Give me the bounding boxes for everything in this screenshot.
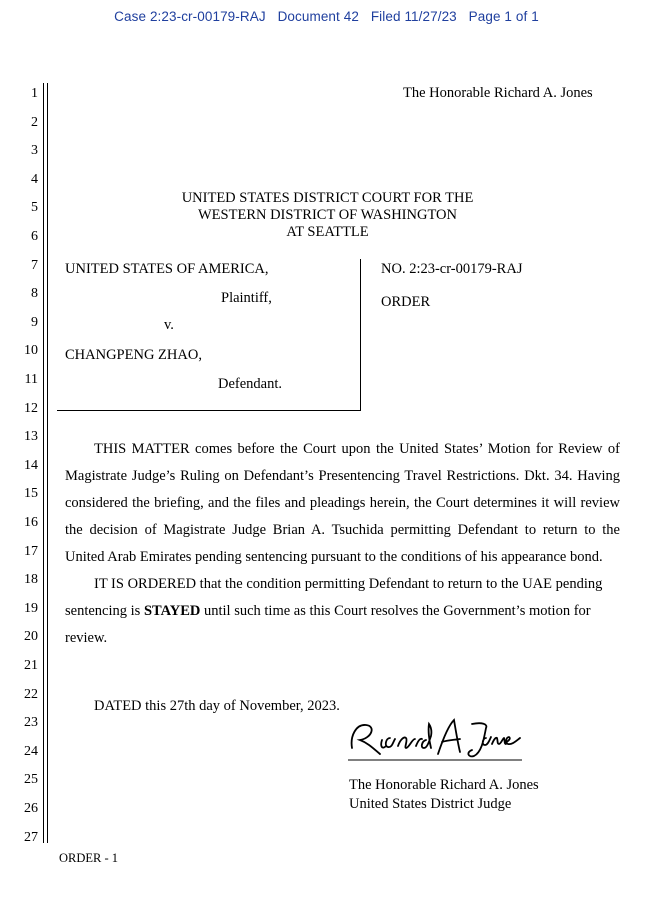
line-number: 7 [31, 257, 38, 273]
line-number: 4 [31, 171, 38, 187]
line-number: 27 [24, 829, 38, 845]
header-document: Document 42 [277, 9, 359, 24]
line-number: 3 [31, 143, 38, 159]
signature-block [349, 776, 539, 814]
document-title: ORDER [381, 294, 431, 310]
judge-header: The Honorable Richard A. Jones [403, 85, 593, 101]
line-number: 5 [31, 200, 38, 216]
signer-name: The Honorable Richard A. Jones [349, 777, 539, 793]
stayed-emphasis: STAYED [143, 603, 201, 619]
line-number: 6 [31, 229, 38, 244]
defendant-name: CHANGPENG ZHAO, [65, 347, 202, 363]
signer-title: United States District Judge [349, 796, 512, 812]
line-number: 17 [24, 543, 38, 559]
page-footer: ORDER - 1 [59, 851, 119, 865]
header-filed: Filed 11/27/23 [370, 9, 457, 24]
line-number: 11 [24, 372, 38, 387]
line-number: 20 [24, 629, 38, 645]
caption-divider-horizontal [57, 410, 361, 411]
line-number: 21 [24, 658, 38, 673]
paragraph-1: THIS MATTER comes before the Court upon the United States’ Motion for Review of Magistrate Judge’s Ruling on Defendant’s Presentencing Travel Restrictions. Dkt. 34. Having considered the briefing, and the files and pleadings herein, the Court determines it will review the decision of Magistrate Judge Brian A. Tsuchida permitting Defendant to return to the United Arab Emirates pending sentencing pursuant to the conditions of his appearance bond. [65, 441, 620, 565]
ecf-header [0, 9, 653, 24]
line-number: 26 [24, 801, 38, 816]
line-number: 16 [24, 515, 38, 530]
line-number: 25 [24, 772, 38, 788]
line-number: 12 [24, 400, 38, 416]
line-number: 1 [31, 86, 38, 101]
dated-line: DATED this 27th day of November, 2023. [94, 698, 340, 714]
line-number: 10 [24, 343, 38, 359]
line-number: 8 [31, 286, 38, 302]
order-body [65, 436, 620, 652]
line-number: 2 [31, 114, 38, 130]
court-line-2: WESTERN DISTRICT OF WASHINGTON [198, 207, 457, 223]
plaintiff-role: Plaintiff, [221, 290, 272, 306]
defendant-role: Defendant. [218, 376, 283, 392]
court-line-3: AT SEATTLE [286, 224, 369, 240]
header-page: Page 1 of 1 [468, 9, 539, 24]
paragraph-2 [65, 571, 620, 652]
plaintiff-name: UNITED STATES OF AMERICA, [65, 261, 269, 277]
caption-divider-vertical [360, 259, 361, 411]
header-case: Case 2:23-cr-00179-RAJ [114, 9, 266, 24]
line-number: 19 [24, 600, 38, 616]
margin-line-left [43, 83, 44, 843]
paragraph-2-end: until such time as this Court resolves the Government’s motion for review. [65, 603, 591, 646]
line-number: 22 [24, 686, 38, 702]
signature-image [346, 716, 526, 766]
line-number: 15 [24, 486, 38, 502]
line-number: 24 [24, 743, 38, 759]
case-number: NO. 2:23-cr-00179-RAJ [381, 261, 523, 277]
court-title [157, 190, 498, 241]
versus: v. [164, 317, 174, 333]
margin-line-right [47, 83, 48, 843]
line-number: 13 [24, 429, 38, 445]
line-number: 14 [24, 457, 38, 473]
paragraph-2-start: IT IS ORDERED that the condition permitting Defendant to return to the UAE pending sentencing is [65, 576, 603, 619]
line-number: 18 [24, 572, 38, 588]
line-number: 9 [31, 314, 38, 330]
court-line-1: UNITED STATES DISTRICT COURT FOR THE [181, 190, 474, 206]
line-number: 23 [24, 715, 38, 731]
